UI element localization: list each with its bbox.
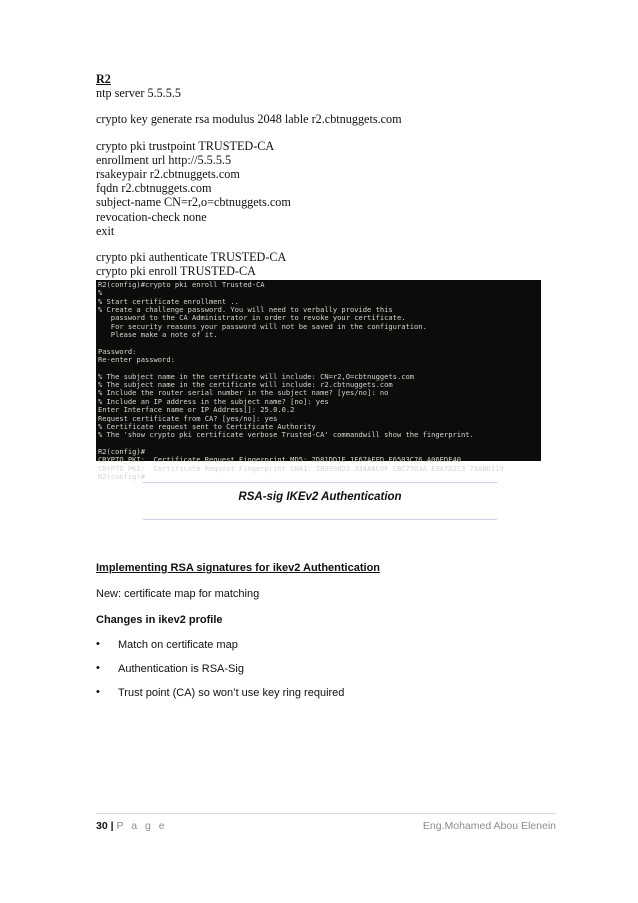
terminal-line: CRYPTO_PKI: Certificate Request Fingerprint SHA1: 2B9998D3 334A6C0F CBC7703A E9A7D2C3 78ABD119 <box>98 463 504 473</box>
terminal-line: password to the CA Administrator in order to revoke your certificate. <box>98 313 406 323</box>
terminal-blank <box>98 440 541 448</box>
config-line: crypto pki authenticate TRUSTED-CA <box>96 249 287 264</box>
terminal-line: Enter Interface name or IP Address[]: 25.0.0.2 <box>98 405 295 415</box>
config-line: fqdn r2.cbtnuggets.com <box>96 181 212 196</box>
terminal-line: R2(config)#crypto pki enroll Trusted-CA <box>98 280 265 289</box>
config-line: subject-name CN=r2,o=cbtnuggets.com <box>96 195 291 210</box>
section-heading: Implementing RSA signatures for ikev2 Authentication <box>96 562 381 574</box>
terminal-line: % Create a challenge password. You will need to verbally provide this <box>98 305 393 315</box>
config-line: rsakeypair r2.cbtnuggets.com <box>96 166 240 181</box>
config-title: R2 <box>96 72 111 86</box>
terminal-line: % Certificate request sent to Certificate Authority <box>98 421 316 431</box>
terminal-line: % Include the router serial number in the subject name? [yes/no]: no <box>98 388 389 398</box>
figure-caption: RSA-sig IKEv2 Authentication <box>238 491 402 503</box>
footer-author: Eng.Mohamed Abou Elenein <box>422 820 556 832</box>
config-gap <box>96 238 556 250</box>
terminal-line: Request certificate from CA? [yes/no]: yes <box>98 413 278 423</box>
config-line: crypto pki enroll TRUSTED-CA <box>96 264 256 279</box>
terminal-line: % The subject name in the certificate will include: CN=r2,O=cbtnuggets.com <box>98 371 415 381</box>
bullet-dot-icon: • <box>96 662 100 674</box>
terminal-line: % The 'show crypto pki certificate verbose Trusted-CA' commandwill show the fingerprint. <box>98 430 474 440</box>
bullet-text: Authentication is RSA-Sig <box>118 663 244 675</box>
caption-bottom-rule <box>143 519 497 520</box>
terminal-line: R2(config)# <box>98 446 145 456</box>
terminal-line: % Include an IP address in the subject name? [no]: yes <box>98 396 329 406</box>
terminal-line: CRYPTO_PKI: Certificate Request Fingerprint MD5: 2D81DD1E 1E67AEFD F6503C76 A06EDE40 <box>98 455 462 465</box>
page-label: P a g e <box>116 820 168 832</box>
terminal-line: Re-enter password: <box>98 355 175 365</box>
terminal-line: % Start certificate enrollment .. <box>98 296 239 306</box>
terminal-line: For security reasons your password will not be saved in the configuration. <box>98 321 427 331</box>
page-indicator <box>96 820 167 832</box>
terminal-line: % The subject name in the certificate will include: r2.cbtnuggets.com <box>98 380 393 390</box>
bullet-text: Match on certificate map <box>118 639 238 651</box>
changes-heading: Changes in ikev2 profile <box>96 614 223 626</box>
config-line: enrollment url http://5.5.5.5 <box>96 152 232 167</box>
page-number: 30 | <box>96 820 114 832</box>
config-line: revocation-check none <box>96 209 207 224</box>
bullet-dot-icon: • <box>96 638 100 650</box>
bullet-text: Trust point (CA) so won’t use key ring required <box>118 687 345 699</box>
terminal-line: R2(config)# <box>98 471 145 481</box>
config-line: exit <box>96 223 115 238</box>
terminal-blank <box>98 339 541 347</box>
config-gap <box>96 100 556 112</box>
config-line: ntp server 5.5.5.5 <box>96 86 181 101</box>
config-gap <box>96 127 556 139</box>
terminal-line: Password: <box>98 346 137 356</box>
config-block <box>96 72 556 278</box>
config-line: crypto key generate rsa modulus 2048 lable r2.cbtnuggets.com <box>96 112 402 127</box>
terminal-screenshot <box>96 280 541 481</box>
terminal-line: Please make a note of it. <box>98 330 218 340</box>
config-line: crypto pki trustpoint TRUSTED-CA <box>96 138 275 153</box>
terminal-line: % <box>98 288 103 298</box>
footer-rule <box>96 813 556 814</box>
caption-top-rule <box>143 482 497 483</box>
bullet-dot-icon: • <box>96 686 100 698</box>
new-line-text: New: certificate map for matching <box>96 588 260 600</box>
